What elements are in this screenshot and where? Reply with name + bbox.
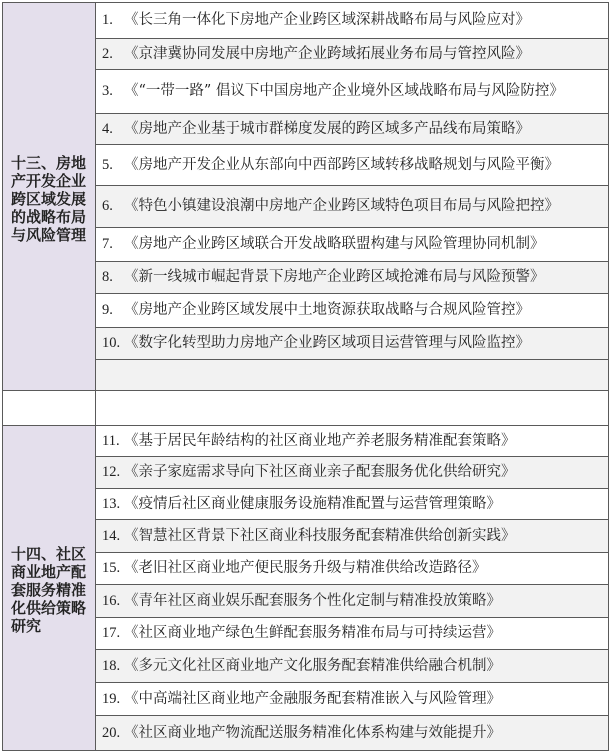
item-number: 6. <box>102 198 113 214</box>
item-title: 《中高端社区商业地产金融服务配套精准嵌入与风险管理》 <box>124 690 501 707</box>
item-number: 5. <box>102 156 113 173</box>
item-title: 《长三角一体化下房地产企业跨区域深耕战略布局与风险应对》 <box>124 12 530 28</box>
empty-row <box>95 359 609 391</box>
category-label: 十四、社区商业地产配套服务精准化供给策略研究 <box>11 545 87 635</box>
item-number: 1. <box>102 12 113 28</box>
table-row <box>95 715 609 751</box>
item-title: 《房地产企业跨区域联合开发战略联盟构建与风险管理协同机制》 <box>124 236 545 252</box>
item-title: 《社区商业地产绿色生鲜配套服务精准布局与可持续运营》 <box>124 625 501 641</box>
item-title: 《基于居民年龄结构的社区商业地产养老服务精准配套策略》 <box>124 432 516 449</box>
item-number: 12. <box>102 464 121 480</box>
table-row <box>95 617 609 650</box>
item-title: 《多元文化社区商业地产文化服务配套精准供给融合机制》 <box>124 657 501 674</box>
item-number: 8. <box>102 269 113 285</box>
item-number: 15. <box>102 560 121 576</box>
table-row <box>95 327 609 360</box>
item-title: 《房地产企业基于城市群梯度发展的跨区域多产品线布局策略》 <box>124 120 530 137</box>
item-number: 7. <box>102 236 113 252</box>
item-number: 2. <box>102 45 113 62</box>
item-title: 《京津冀协同发展中房地产企业跨域拓展业务布局与管控风险》 <box>124 45 530 62</box>
table-row <box>95 519 609 553</box>
item-number: 14. <box>102 527 121 544</box>
item-number: 4. <box>102 120 113 137</box>
table-row <box>95 227 609 262</box>
spacer-cell <box>95 390 609 426</box>
item-title: 《疫情后社区商业健康服务设施精准配置与运营管理策略》 <box>124 495 501 512</box>
table-row <box>95 185 609 228</box>
category-label: 十三、房地产开发企业跨区域发展的战略布局与风险管理 <box>11 153 87 244</box>
table-row <box>95 261 609 294</box>
item-number: 10. <box>102 335 121 351</box>
table-row <box>95 584 609 618</box>
item-number: 17. <box>102 625 121 641</box>
category-cell <box>2 2 96 391</box>
item-number: 20. <box>102 724 121 741</box>
item-title: 《房地产企业跨区域发展中土地资源获取战略与合规风险管控》 <box>124 302 530 318</box>
item-title: 《老旧社区商业地产便民服务升级与精准供给改造路径》 <box>124 560 487 576</box>
category-cell <box>2 425 96 751</box>
item-title: 《亲子家庭需求导向下社区商业亲子配套服务优化供给研究》 <box>124 464 516 480</box>
table-row <box>95 552 609 585</box>
item-title: 《房地产开发企业从东部向中西部跨区域转移战略规划与风险平衡》 <box>124 156 559 173</box>
spacer-cell <box>2 390 96 426</box>
item-title: 《智慧社区背景下社区商业科技服务配套精准供给创新实践》 <box>124 527 516 544</box>
item-number: 9. <box>102 302 113 318</box>
item-number: 13. <box>102 495 121 512</box>
table-row <box>95 682 609 716</box>
table-row <box>95 69 609 114</box>
item-title: 《数字化转型助力房地产企业跨区域项目运营管理与风险监控》 <box>124 335 530 351</box>
table-row <box>95 38 609 70</box>
table-row <box>95 144 609 186</box>
table-row <box>95 649 609 683</box>
table-row <box>95 456 609 489</box>
table-row <box>95 2 609 39</box>
item-title: 《“一带一路” 倡议下中国房地产企业境外区域战略布局与风险防控》 <box>124 83 564 99</box>
item-number: 3. <box>102 83 113 99</box>
table-row <box>95 113 609 145</box>
table-row <box>95 488 609 520</box>
item-number: 18. <box>102 657 121 674</box>
item-number: 19. <box>102 690 121 707</box>
item-title: 《青年社区商业娱乐配套服务个性化定制与精准投放策略》 <box>124 592 501 609</box>
item-title: 《社区商业地产物流配送服务精准化体系构建与效能提升》 <box>124 724 501 741</box>
item-title: 《新一线城市崛起背景下房地产企业跨区域抢滩布局与风险预警》 <box>124 269 545 285</box>
table-row <box>95 293 609 328</box>
item-number: 16. <box>102 592 121 609</box>
item-title: 《特色小镇建设浪潮中房地产企业跨区域特色项目布局与风险把控》 <box>124 198 559 214</box>
table-row <box>95 425 609 457</box>
item-number: 11. <box>102 432 120 449</box>
